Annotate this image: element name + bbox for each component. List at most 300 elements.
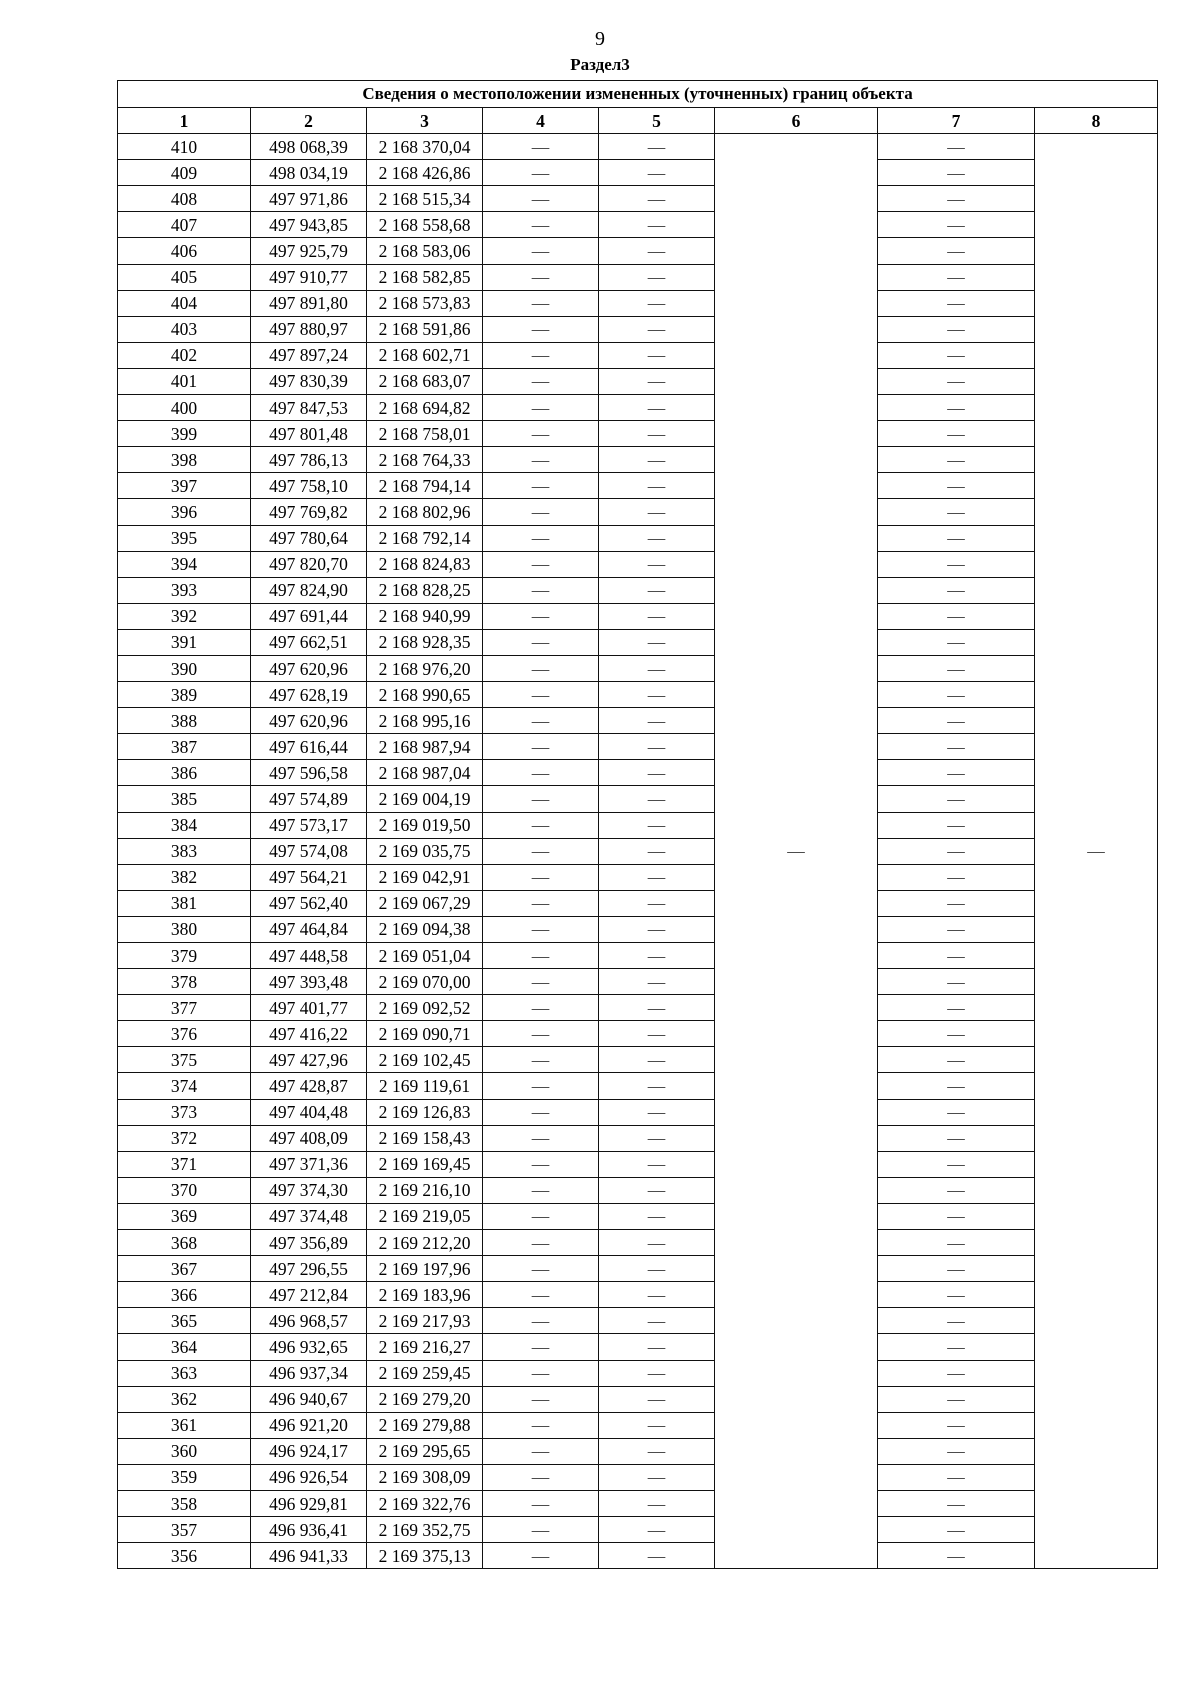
point-number-cell: 389 <box>118 682 251 708</box>
column-4-cell <box>483 473 599 499</box>
point-number-cell: 387 <box>118 734 251 760</box>
x-coordinate-cell: 498 068,39 <box>251 134 367 160</box>
column-7-cell <box>878 786 1035 812</box>
point-number-cell: 375 <box>118 1047 251 1073</box>
empty-mark: — <box>947 1441 965 1462</box>
empty-mark: — <box>947 554 965 575</box>
empty-mark: — <box>531 371 550 392</box>
empty-mark: — <box>947 945 965 966</box>
point-number-cell: 384 <box>118 812 251 838</box>
empty-mark: — <box>647 945 666 966</box>
y-coordinate-cell: 2 169 051,04 <box>367 943 483 969</box>
x-coordinate-cell: 497 801,48 <box>251 421 367 447</box>
empty-mark: — <box>947 1023 965 1044</box>
column-5-cell <box>599 1021 715 1047</box>
empty-mark: — <box>947 971 965 992</box>
column-4-cell <box>483 368 599 394</box>
x-coordinate-cell: 496 924,17 <box>251 1438 367 1464</box>
table-row <box>118 134 1158 160</box>
empty-mark: — <box>647 1258 666 1279</box>
empty-mark: — <box>947 1206 965 1227</box>
column-5-cell <box>599 812 715 838</box>
empty-mark: — <box>531 1128 550 1149</box>
empty-mark: — <box>947 136 965 157</box>
empty-mark: — <box>947 1128 965 1149</box>
empty-mark: — <box>947 1336 965 1357</box>
y-coordinate-cell: 2 169 035,75 <box>367 838 483 864</box>
empty-mark: — <box>947 371 965 392</box>
y-coordinate-cell: 2 169 019,50 <box>367 812 483 838</box>
y-coordinate-cell: 2 168 591,86 <box>367 316 483 342</box>
column-5-cell <box>599 1517 715 1543</box>
y-coordinate-cell: 2 169 352,75 <box>367 1517 483 1543</box>
y-coordinate-cell: 2 169 279,88 <box>367 1412 483 1438</box>
table-row <box>118 264 1158 290</box>
column-6-merged-cell <box>715 134 878 1569</box>
point-number-cell: 408 <box>118 186 251 212</box>
empty-mark: — <box>531 1023 550 1044</box>
empty-mark: — <box>647 371 666 392</box>
point-number-cell: 369 <box>118 1203 251 1229</box>
point-number-cell: 379 <box>118 943 251 969</box>
empty-mark: — <box>647 1363 666 1384</box>
column-7-cell <box>878 838 1035 864</box>
empty-mark: — <box>647 997 666 1018</box>
table-row <box>118 655 1158 681</box>
point-number-cell: 385 <box>118 786 251 812</box>
column-4-cell <box>483 838 599 864</box>
table-row <box>118 1490 1158 1516</box>
empty-mark: — <box>947 684 965 705</box>
column-7-cell <box>878 1438 1035 1464</box>
x-coordinate-cell: 497 562,40 <box>251 890 367 916</box>
table-row <box>118 1021 1158 1047</box>
point-number-cell: 381 <box>118 890 251 916</box>
table-row <box>118 551 1158 577</box>
table-row <box>118 212 1158 238</box>
empty-mark: — <box>531 1154 550 1175</box>
empty-mark: — <box>531 1363 550 1384</box>
column-header-1: 1 <box>118 108 251 134</box>
column-7-cell <box>878 1073 1035 1099</box>
x-coordinate-cell: 497 769,82 <box>251 499 367 525</box>
empty-mark: — <box>647 345 666 366</box>
empty-mark: — <box>647 815 666 836</box>
point-number-cell: 360 <box>118 1438 251 1464</box>
empty-mark: — <box>531 684 550 705</box>
empty-mark: — <box>647 658 666 679</box>
column-7-cell <box>878 316 1035 342</box>
column-4-cell <box>483 1203 599 1229</box>
point-number-cell: 356 <box>118 1543 251 1569</box>
column-7-cell <box>878 342 1035 368</box>
column-5-cell <box>599 1438 715 1464</box>
point-number-cell: 370 <box>118 1177 251 1203</box>
x-coordinate-cell: 497 356,89 <box>251 1230 367 1256</box>
y-coordinate-cell: 2 169 092,52 <box>367 995 483 1021</box>
empty-mark: — <box>947 162 965 183</box>
point-number-cell: 366 <box>118 1282 251 1308</box>
empty-mark: — <box>647 1389 666 1410</box>
column-5-cell <box>599 943 715 969</box>
empty-mark: — <box>647 475 666 496</box>
point-number-cell: 409 <box>118 160 251 186</box>
column-7-cell <box>878 1308 1035 1334</box>
column-header-4: 4 <box>483 108 599 134</box>
empty-mark: — <box>647 1206 666 1227</box>
column-4-cell <box>483 1099 599 1125</box>
column-5-cell <box>599 1151 715 1177</box>
coordinates-table <box>117 80 1158 1569</box>
point-number-cell: 372 <box>118 1125 251 1151</box>
column-7-cell <box>878 1230 1035 1256</box>
column-5-cell <box>599 1256 715 1282</box>
x-coordinate-cell: 497 910,77 <box>251 264 367 290</box>
y-coordinate-cell: 2 168 802,96 <box>367 499 483 525</box>
empty-mark: — <box>531 475 550 496</box>
column-4-cell <box>483 655 599 681</box>
x-coordinate-cell: 497 880,97 <box>251 316 367 342</box>
x-coordinate-cell: 497 404,48 <box>251 1099 367 1125</box>
empty-mark: — <box>647 214 666 235</box>
point-number-cell: 377 <box>118 995 251 1021</box>
y-coordinate-cell: 2 169 042,91 <box>367 864 483 890</box>
empty-mark: — <box>947 1389 965 1410</box>
column-5-cell <box>599 603 715 629</box>
column-4-cell <box>483 1177 599 1203</box>
y-coordinate-cell: 2 168 928,35 <box>367 629 483 655</box>
empty-mark: — <box>531 319 550 340</box>
x-coordinate-cell: 496 932,65 <box>251 1334 367 1360</box>
column-header-2: 2 <box>251 108 367 134</box>
column-7-cell <box>878 943 1035 969</box>
x-coordinate-cell: 497 662,51 <box>251 629 367 655</box>
empty-mark: — <box>947 788 965 809</box>
empty-mark: — <box>947 293 965 314</box>
column-4-cell <box>483 812 599 838</box>
point-number-cell: 410 <box>118 134 251 160</box>
column-7-cell <box>878 1490 1035 1516</box>
column-5-cell <box>599 1464 715 1490</box>
point-number-cell: 361 <box>118 1412 251 1438</box>
empty-mark: — <box>947 188 965 209</box>
column-4-cell <box>483 395 599 421</box>
y-coordinate-cell: 2 169 259,45 <box>367 1360 483 1386</box>
x-coordinate-cell: 497 824,90 <box>251 577 367 603</box>
empty-mark: — <box>647 241 666 262</box>
point-number-cell: 403 <box>118 316 251 342</box>
table-row <box>118 1073 1158 1099</box>
column-7-cell <box>878 1464 1035 1490</box>
table-row <box>118 838 1158 864</box>
column-7-cell <box>878 499 1035 525</box>
point-number-cell: 367 <box>118 1256 251 1282</box>
point-number-cell: 391 <box>118 629 251 655</box>
point-number-cell: 380 <box>118 916 251 942</box>
column-7-cell <box>878 1021 1035 1047</box>
column-4-cell <box>483 316 599 342</box>
x-coordinate-cell: 497 786,13 <box>251 447 367 473</box>
empty-mark: — <box>947 867 965 888</box>
empty-mark: — <box>531 893 550 914</box>
empty-mark: — <box>647 1049 666 1070</box>
column-4-cell <box>483 1308 599 1334</box>
y-coordinate-cell: 2 169 183,96 <box>367 1282 483 1308</box>
empty-mark: — <box>531 1467 550 1488</box>
column-4-cell <box>483 603 599 629</box>
point-number-cell: 396 <box>118 499 251 525</box>
column-4-cell <box>483 551 599 577</box>
y-coordinate-cell: 2 169 295,65 <box>367 1438 483 1464</box>
x-coordinate-cell: 497 616,44 <box>251 734 367 760</box>
table-row <box>118 1125 1158 1151</box>
point-number-cell: 368 <box>118 1230 251 1256</box>
x-coordinate-cell: 496 937,34 <box>251 1360 367 1386</box>
column-7-cell <box>878 969 1035 995</box>
column-7-cell <box>878 655 1035 681</box>
empty-mark: — <box>531 1076 550 1097</box>
point-number-cell: 371 <box>118 1151 251 1177</box>
point-number-cell: 397 <box>118 473 251 499</box>
empty-mark: — <box>647 1441 666 1462</box>
x-coordinate-cell: 497 564,21 <box>251 864 367 890</box>
column-5-cell <box>599 916 715 942</box>
point-number-cell: 402 <box>118 342 251 368</box>
table-row <box>118 186 1158 212</box>
column-4-cell <box>483 1334 599 1360</box>
x-coordinate-cell: 497 374,48 <box>251 1203 367 1229</box>
column-7-cell <box>878 760 1035 786</box>
y-coordinate-cell: 2 169 169,45 <box>367 1151 483 1177</box>
column-4-cell <box>483 134 599 160</box>
empty-mark: — <box>531 162 550 183</box>
table-row <box>118 1334 1158 1360</box>
empty-mark: — <box>531 762 550 783</box>
column-5-cell <box>599 1125 715 1151</box>
empty-mark: — <box>947 658 965 679</box>
empty-mark: — <box>531 997 550 1018</box>
table-row <box>118 1517 1158 1543</box>
column-7-cell <box>878 1099 1035 1125</box>
x-coordinate-cell: 496 940,67 <box>251 1386 367 1412</box>
column-5-cell <box>599 1308 715 1334</box>
y-coordinate-cell: 2 168 828,25 <box>367 577 483 603</box>
y-coordinate-cell: 2 168 683,07 <box>367 368 483 394</box>
table-row <box>118 708 1158 734</box>
column-4-cell <box>483 1543 599 1569</box>
column-7-cell <box>878 473 1035 499</box>
empty-mark: — <box>647 423 666 444</box>
empty-mark: — <box>531 1493 550 1514</box>
column-4-cell <box>483 238 599 264</box>
column-5-cell <box>599 186 715 212</box>
table-row <box>118 290 1158 316</box>
empty-mark: — <box>647 632 666 653</box>
empty-mark: — <box>947 1415 965 1436</box>
empty-mark: — <box>531 815 550 836</box>
column-4-cell <box>483 212 599 238</box>
column-4-cell <box>483 1464 599 1490</box>
table-row <box>118 1360 1158 1386</box>
point-number-cell: 362 <box>118 1386 251 1412</box>
empty-mark: — <box>947 997 965 1018</box>
empty-mark: — <box>531 919 550 940</box>
y-coordinate-cell: 2 169 308,09 <box>367 1464 483 1490</box>
column-4-cell <box>483 1282 599 1308</box>
empty-mark: — <box>531 788 550 809</box>
point-number-cell: 398 <box>118 447 251 473</box>
page-number: 9 <box>595 28 605 50</box>
table-row <box>118 368 1158 394</box>
table-row <box>118 1464 1158 1490</box>
empty-mark: — <box>947 1258 965 1279</box>
y-coordinate-cell: 2 168 694,82 <box>367 395 483 421</box>
column-5-cell <box>599 1282 715 1308</box>
y-coordinate-cell: 2 168 792,14 <box>367 525 483 551</box>
column-7-cell <box>878 134 1035 160</box>
column-7-cell <box>878 864 1035 890</box>
table-row <box>118 1412 1158 1438</box>
x-coordinate-cell: 496 936,41 <box>251 1517 367 1543</box>
column-4-cell <box>483 1047 599 1073</box>
x-coordinate-cell: 497 416,22 <box>251 1021 367 1047</box>
section-title: Раздел3 <box>570 55 630 74</box>
empty-mark: — <box>947 1493 965 1514</box>
point-number-cell: 394 <box>118 551 251 577</box>
x-coordinate-cell: 497 408,09 <box>251 1125 367 1151</box>
empty-mark: — <box>647 1519 666 1540</box>
empty-mark: — <box>1087 841 1105 862</box>
y-coordinate-cell: 2 169 375,13 <box>367 1543 483 1569</box>
y-coordinate-cell: 2 168 824,83 <box>367 551 483 577</box>
table-row <box>118 890 1158 916</box>
column-4-cell <box>483 160 599 186</box>
empty-mark: — <box>947 1284 965 1305</box>
empty-mark: — <box>947 1154 965 1175</box>
empty-mark: — <box>647 684 666 705</box>
column-5-cell <box>599 395 715 421</box>
column-7-cell <box>878 264 1035 290</box>
empty-mark: — <box>531 267 550 288</box>
x-coordinate-cell: 497 891,80 <box>251 290 367 316</box>
empty-mark: — <box>531 241 550 262</box>
column-5-cell <box>599 1543 715 1569</box>
empty-mark: — <box>947 919 965 940</box>
x-coordinate-cell: 496 926,54 <box>251 1464 367 1490</box>
point-number-cell: 373 <box>118 1099 251 1125</box>
x-coordinate-cell: 497 780,64 <box>251 525 367 551</box>
column-header-row <box>118 108 1158 134</box>
column-5-cell <box>599 786 715 812</box>
column-4-cell <box>483 1438 599 1464</box>
column-7-cell <box>878 160 1035 186</box>
x-coordinate-cell: 497 847,53 <box>251 395 367 421</box>
empty-mark: — <box>947 762 965 783</box>
column-7-cell <box>878 525 1035 551</box>
empty-mark: — <box>647 449 666 470</box>
column-7-cell <box>878 186 1035 212</box>
x-coordinate-cell: 497 971,86 <box>251 186 367 212</box>
y-coordinate-cell: 2 169 090,71 <box>367 1021 483 1047</box>
empty-mark: — <box>531 736 550 757</box>
x-coordinate-cell: 496 921,20 <box>251 1412 367 1438</box>
empty-mark: — <box>947 241 965 262</box>
x-coordinate-cell: 497 691,44 <box>251 603 367 629</box>
table-row <box>118 995 1158 1021</box>
column-7-cell <box>878 682 1035 708</box>
empty-mark: — <box>947 1049 965 1070</box>
table-row <box>118 577 1158 603</box>
column-7-cell <box>878 1282 1035 1308</box>
point-number-cell: 359 <box>118 1464 251 1490</box>
empty-mark: — <box>531 554 550 575</box>
column-7-cell <box>878 1125 1035 1151</box>
empty-mark: — <box>647 788 666 809</box>
x-coordinate-cell: 497 212,84 <box>251 1282 367 1308</box>
column-5-cell <box>599 368 715 394</box>
column-4-cell <box>483 995 599 1021</box>
table-row <box>118 473 1158 499</box>
column-7-cell <box>878 1543 1035 1569</box>
column-5-cell <box>599 1334 715 1360</box>
column-4-cell <box>483 708 599 734</box>
y-coordinate-cell: 2 168 990,65 <box>367 682 483 708</box>
x-coordinate-cell: 497 448,58 <box>251 943 367 969</box>
empty-mark: — <box>947 1180 965 1201</box>
column-5-cell <box>599 1099 715 1125</box>
x-coordinate-cell: 497 371,36 <box>251 1151 367 1177</box>
y-coordinate-cell: 2 168 370,04 <box>367 134 483 160</box>
empty-mark: — <box>647 1545 666 1566</box>
column-5-cell <box>599 655 715 681</box>
column-5-cell <box>599 1360 715 1386</box>
x-coordinate-cell: 496 941,33 <box>251 1543 367 1569</box>
table-row <box>118 1151 1158 1177</box>
column-5-cell <box>599 708 715 734</box>
empty-mark: — <box>531 658 550 679</box>
empty-mark: — <box>647 971 666 992</box>
column-4-cell <box>483 1386 599 1412</box>
table-row <box>118 525 1158 551</box>
column-5-cell <box>599 447 715 473</box>
table-row <box>118 395 1158 421</box>
y-coordinate-cell: 2 169 126,83 <box>367 1099 483 1125</box>
empty-mark: — <box>531 1389 550 1410</box>
empty-mark: — <box>647 267 666 288</box>
x-coordinate-cell: 497 574,08 <box>251 838 367 864</box>
column-4-cell <box>483 1256 599 1282</box>
column-7-cell <box>878 1517 1035 1543</box>
empty-mark: — <box>531 1441 550 1462</box>
empty-mark: — <box>647 919 666 940</box>
column-4-cell <box>483 264 599 290</box>
column-4-cell <box>483 1073 599 1099</box>
empty-mark: — <box>531 501 550 522</box>
column-7-cell <box>878 1256 1035 1282</box>
table-row <box>118 421 1158 447</box>
empty-mark: — <box>531 293 550 314</box>
point-number-cell: 378 <box>118 969 251 995</box>
empty-mark: — <box>647 1102 666 1123</box>
y-coordinate-cell: 2 169 216,27 <box>367 1334 483 1360</box>
empty-mark: — <box>531 1336 550 1357</box>
empty-mark: — <box>647 1154 666 1175</box>
column-5-cell <box>599 134 715 160</box>
empty-mark: — <box>947 1519 965 1540</box>
empty-mark: — <box>531 423 550 444</box>
table-body <box>118 134 1158 1569</box>
column-7-cell <box>878 290 1035 316</box>
